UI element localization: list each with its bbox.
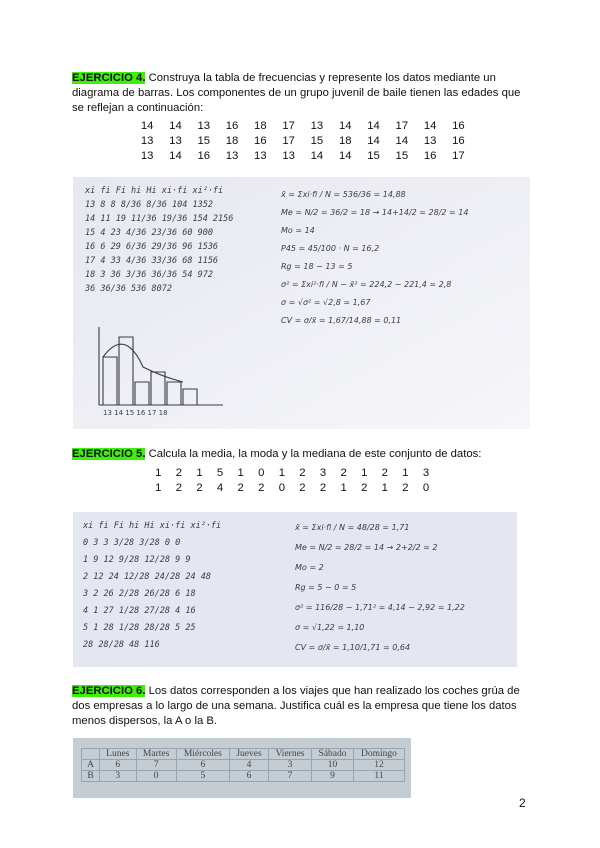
age-value: 13: [140, 150, 154, 162]
handwritten-table-line: 28 28/28 48 116: [83, 640, 160, 650]
day-header: Sábado: [312, 749, 354, 760]
trip-count-cell: 9: [312, 771, 354, 782]
handwritten-formula-line: CV = σ/x̄ = 1,67/14,88 = 0,11: [281, 316, 402, 325]
data-value: 4: [216, 482, 224, 494]
handwritten-table-line: 4 1 27 1/28 27/28 4 16: [83, 606, 196, 616]
handwritten-table-line: xi fi Fi hi Hi xi·fi xi²·fi: [85, 186, 224, 196]
age-value: 13: [225, 150, 239, 162]
age-value: 13: [282, 150, 295, 162]
age-value: 18: [225, 135, 239, 147]
data-value: 2: [381, 467, 388, 479]
age-value: 15: [395, 150, 409, 162]
trip-count-cell: 7: [268, 771, 311, 782]
exercise-4-text: Construya la tabla de frecuencias y represente los datos mediante un diagrama de barras. Los componentes de un grupo juvenil de baile tienen las edades que se reflejan a continuación:: [72, 72, 521, 114]
day-header: Martes: [136, 749, 176, 760]
day-header: Lunes: [100, 749, 137, 760]
handwritten-table-line: 36 36/36 536 8072: [85, 284, 172, 294]
company-name: A: [82, 760, 100, 771]
data-value: 1: [196, 467, 203, 479]
age-value: 14: [310, 150, 324, 162]
trip-count-cell: 12: [354, 760, 405, 771]
handwritten-table-line: 17 4 33 4/36 33/36 68 1156: [85, 256, 219, 266]
data-value: 1: [237, 467, 244, 479]
exercise-5-label: EJERCICIO 5.: [72, 448, 146, 460]
handwritten-formula-line: Mo = 2: [295, 563, 324, 572]
age-value: 17: [282, 120, 295, 132]
data-value: 2: [299, 467, 306, 479]
data-value: 2: [175, 482, 183, 494]
handwritten-table-line: 5 1 28 1/28 28/28 5 25: [83, 623, 196, 633]
age-value: 18: [254, 120, 267, 132]
handwritten-formula-line: σ² = 116/28 − 1,71² = 4,14 − 2,92 = 1,22: [295, 603, 465, 612]
handwritten-formula-line: σ = √1,22 = 1,10: [295, 623, 365, 632]
age-value: 16: [423, 150, 437, 162]
handwritten-formula-line: σ² = Σxi²·fi / N − x̄² = 224,2 − 221,4 = 2,8: [281, 280, 452, 289]
handwritten-formula-line: Mo = 14: [281, 226, 315, 235]
day-header: Miércoles: [176, 749, 229, 760]
trip-count-cell: 0: [136, 771, 176, 782]
handwritten-formula-line: CV = σ/x̄ = 1,10/1,71 = 0,64: [295, 643, 411, 652]
trip-count-cell: 6: [100, 760, 137, 771]
exercise-5-text: Calcula la media, la moda y la mediana de este conjunto de datos:: [145, 448, 482, 460]
age-row: [133, 149, 473, 164]
trip-count-cell: 4: [230, 760, 269, 771]
trip-count-cell: 5: [176, 771, 229, 782]
age-value: 16: [225, 120, 239, 132]
handwritten-solution-5-photo: [73, 512, 517, 667]
week-trips-table: [81, 748, 405, 782]
data-row: [148, 481, 436, 496]
handwritten-solution-4-photo: [73, 177, 530, 429]
age-row: [133, 119, 473, 134]
data-value: 1: [361, 467, 368, 479]
data-value: 2: [299, 482, 306, 494]
handwritten-table-line: 1 9 12 9/28 12/28 9 9: [83, 555, 191, 565]
bar-chart-axis-labels: 13 14 15 16 17 18: [103, 409, 168, 417]
age-value: 17: [395, 120, 409, 132]
age-value: 16: [254, 135, 267, 147]
trip-count-cell: 3: [100, 771, 137, 782]
exercise-6-statement: [72, 684, 528, 729]
data-value: 2: [175, 467, 183, 479]
age-value: 14: [169, 150, 182, 162]
age-value: 14: [367, 135, 380, 147]
age-value: 13: [254, 150, 267, 162]
day-header: Jueves: [230, 749, 269, 760]
age-value: 13: [423, 135, 437, 147]
handwritten-table-line: 15 4 23 4/36 23/36 60 900: [85, 228, 213, 238]
age-value: 13: [197, 120, 211, 132]
data-value: 1: [381, 482, 388, 494]
data-value: 0: [278, 482, 285, 494]
day-header: Domingo: [354, 749, 405, 760]
age-value: 14: [367, 120, 380, 132]
exercise-4-statement: [72, 71, 528, 116]
exercise-4-label: EJERCICIO 4.: [72, 72, 146, 84]
trip-count-cell: 3: [268, 760, 311, 771]
age-value: 13: [140, 135, 154, 147]
data-value: 1: [155, 467, 162, 479]
data-value: 3: [319, 467, 327, 479]
exercise-5-data-grid: [148, 466, 436, 496]
age-value: 13: [310, 120, 324, 132]
trip-count-cell: 7: [136, 760, 176, 771]
data-value: 5: [216, 467, 224, 479]
age-value: 15: [197, 135, 211, 147]
trip-count-cell: 10: [312, 760, 354, 771]
exercise-5-statement: [72, 447, 528, 462]
data-value: 1: [340, 482, 347, 494]
handwritten-table-line: 13 8 8 8/36 8/36 104 1352: [85, 200, 213, 210]
data-value: 2: [319, 482, 327, 494]
age-value: 18: [338, 135, 352, 147]
exercise-6-text: Los datos corresponden a los viajes que han realizado los coches grúa de dos empresas a lo largo de una semana. Justifica cuál es la empresa que tiene los datos menos dispersos, la A o la B.: [72, 685, 520, 727]
data-value: 2: [402, 482, 409, 494]
age-value: 17: [282, 135, 295, 147]
handwritten-table-line: 3 2 26 2/28 26/28 6 18: [83, 589, 196, 599]
handwritten-formula-line: x̄ = Σxi·fi / N = 536/36 = 14,88: [281, 190, 406, 199]
trip-count-cell: 11: [354, 771, 405, 782]
age-value: 17: [452, 150, 465, 162]
exercise-6-label: EJERCICIO 6.: [72, 685, 146, 697]
page-number: 2: [519, 796, 526, 810]
data-value: 2: [361, 482, 368, 494]
data-value: 1: [155, 482, 162, 494]
age-value: 13: [169, 135, 182, 147]
data-value: 0: [422, 482, 430, 494]
age-value: 16: [452, 135, 465, 147]
week-table-photo: [73, 738, 411, 798]
age-value: 14: [395, 135, 409, 147]
data-value: 1: [402, 467, 409, 479]
handwritten-table-line: 0 3 3 3/28 3/28 0 0: [83, 538, 181, 548]
age-value: 16: [197, 150, 211, 162]
handwritten-formula-line: Me = N/2 = 28/2 = 14 → 2+2/2 = 2: [295, 543, 438, 552]
age-value: 14: [338, 150, 352, 162]
company-name: B: [82, 771, 100, 782]
age-value: 14: [140, 120, 154, 132]
data-value: 2: [258, 482, 265, 494]
age-row: [133, 134, 473, 149]
handwritten-table-line: 2 12 24 12/28 24/28 24 48: [83, 572, 211, 582]
handwritten-formula-line: P45 = 45/100 · N = 16,2: [281, 244, 380, 253]
trip-count-cell: 6: [176, 760, 229, 771]
age-value: 14: [423, 120, 437, 132]
age-value: 14: [169, 120, 182, 132]
handwritten-formula-line: σ = √σ² = √2,8 = 1,67: [281, 298, 371, 307]
handwritten-table-line: 14 11 19 11/36 19/36 154 2156: [85, 214, 234, 224]
handwritten-formula-line: Rg = 18 − 13 = 5: [281, 262, 353, 271]
age-value: 15: [310, 135, 324, 147]
data-value: 3: [422, 467, 430, 479]
trip-count-cell: 6: [230, 771, 269, 782]
handwritten-table-line: 18 3 36 3/36 36/36 54 972: [85, 270, 213, 280]
company-row: [82, 771, 405, 782]
handwritten-formula-line: Me = N/2 = 36/2 = 18 → 14+14/2 = 28/2 = 14: [281, 208, 469, 217]
data-value: 2: [340, 467, 347, 479]
day-header: Viernes: [268, 749, 311, 760]
age-value: 15: [367, 150, 380, 162]
data-value: 2: [196, 482, 203, 494]
handwritten-table-line: 16 6 29 6/36 29/36 96 1536: [85, 242, 219, 252]
data-value: 0: [258, 467, 265, 479]
data-value: 1: [278, 467, 285, 479]
data-row: [148, 466, 436, 481]
handwritten-table-line: xi fi Fi hi Hi xi·fi xi²·fi: [83, 521, 222, 531]
age-value: 16: [452, 120, 465, 132]
age-value: 14: [338, 120, 352, 132]
table-corner-cell: [82, 749, 100, 760]
company-row: [82, 760, 405, 771]
data-value: 2: [237, 482, 244, 494]
handwritten-formula-line: Rg = 5 − 0 = 5: [295, 583, 357, 592]
handwritten-formula-line: x̄ = Σxi·fi / N = 48/28 = 1,71: [295, 523, 410, 532]
exercise-4-ages-grid: [133, 119, 473, 164]
